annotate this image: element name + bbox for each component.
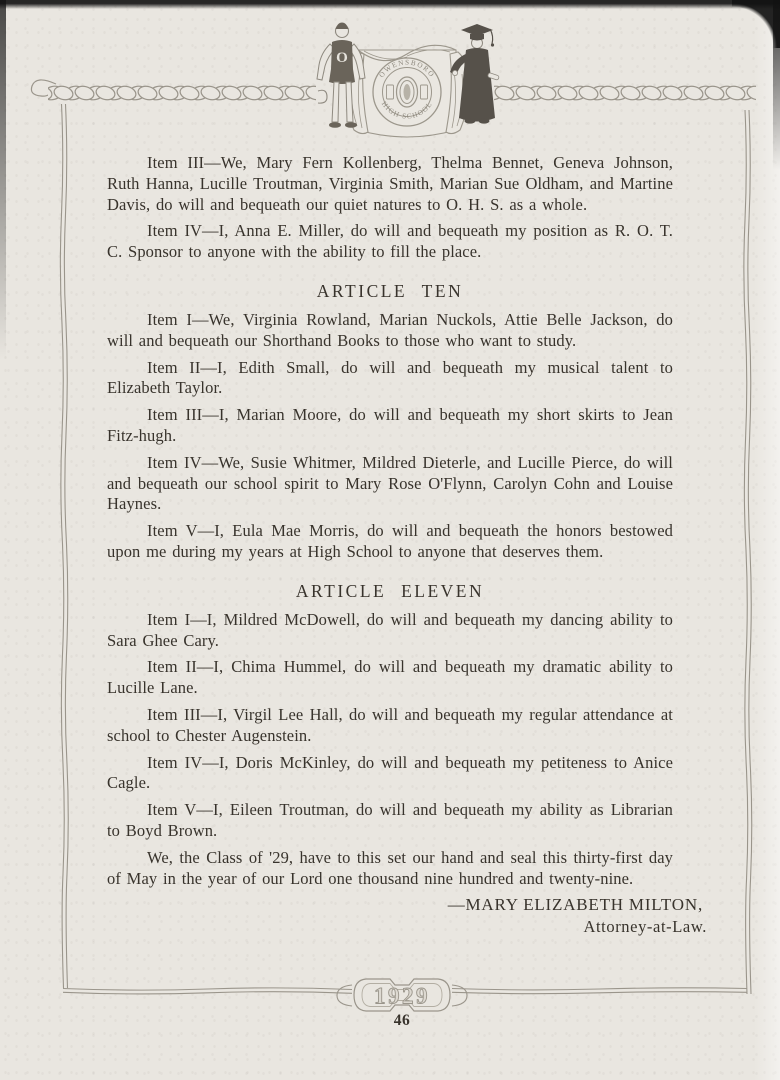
article-heading-eleven: ARTICLE ELEVEN	[295, 580, 485, 601]
article-heading-ten: ARTICLE TEN	[316, 280, 464, 301]
scan-edge-top	[0, 0, 780, 9]
scan-corner-top-right	[732, 0, 780, 48]
will-paragraph: Item IV—I, Doris McKinley, do will and bequeath my petiteness to Anice Cagle.	[107, 752, 673, 793]
will-paragraph: Item I—We, Virginia Rowland, Marian Nuckols, Attie Belle Jackson, do will and bequeath our Shorthand Books to those who want to study.	[107, 309, 673, 350]
will-paragraph: Item II—I, Edith Small, do will and bequeath my musical talent to Elizabeth Taylor.	[107, 357, 673, 398]
document-content	[107, 153, 707, 937]
year-medallion	[337, 979, 467, 1011]
signature-block	[107, 895, 707, 937]
seal-text-top: OWENSBORO	[377, 58, 437, 80]
chain-garland-left	[31, 79, 316, 107]
chain-garland-right	[494, 79, 756, 107]
scan-edge-left	[0, 0, 6, 360]
page-number: 46	[393, 1012, 411, 1029]
signature-title: Attorney-at-Law.	[583, 917, 707, 937]
will-paragraph: Item III—I, Marian Moore, do will and bequeath my short skirts to Jean Fitz-hugh.	[107, 405, 673, 445]
year-text: 1929	[374, 983, 430, 1009]
will-paragraph: Item V—I, Eula Mae Morris, do will and bequeath the honors bestowed upon me during my years at High School to anyone that deserves them.	[107, 521, 673, 561]
school-seal	[373, 58, 441, 126]
will-paragraph: We, the Class of '29, have to this set our hand and seal this thirty-first day of May in the year of our Lord one thousand nine hundred and twenty-nine.	[107, 847, 673, 888]
will-paragraph: Item IV—I, Anna E. Miller, do will and bequeath my position as R. O. T. C. Sponsor to anyone with the ability to fill the place.	[107, 221, 673, 262]
seal-text-bottom: HIGH SCHOOL	[379, 100, 435, 121]
will-paragraph: Item III—I, Virgil Lee Hall, do will and bequeath my regular attendance at school to Chester Augenstein.	[107, 704, 673, 745]
athlete-chest-letter: O	[336, 50, 348, 66]
will-paragraph: Item IV—We, Susie Whitmer, Mildred Dieterle, and Lucille Pierce, do will and bequeath our school spirit to Mary Rose O'Flynn, Carolyn Cohn and Louise Haynes.	[107, 452, 673, 514]
header-art	[317, 23, 499, 138]
will-paragraph: Item II—I, Chima Hummel, do will and bequeath my dramatic ability to Lucille Lane.	[107, 657, 673, 698]
will-paragraph: Item I—I, Mildred McDowell, do will and bequeath my dancing ability to Sara Ghee Cary.	[107, 609, 673, 650]
will-paragraph: Item III—We, Mary Fern Kollenberg, Thelma Bennet, Geneva Johnson, Ruth Hanna, Lucille Troutman, Virginia Smith, Marian Sue Oldham, and Martine Davis, do will and bequeath our quiet natures to O. H. S. as a whole.	[107, 153, 673, 214]
will-paragraph: Item V—I, Eileen Troutman, do will and bequeath my ability as Librarian to Boyd Brown.	[107, 800, 673, 840]
signature-name: —MARY ELIZABETH MILTON,	[447, 895, 703, 915]
